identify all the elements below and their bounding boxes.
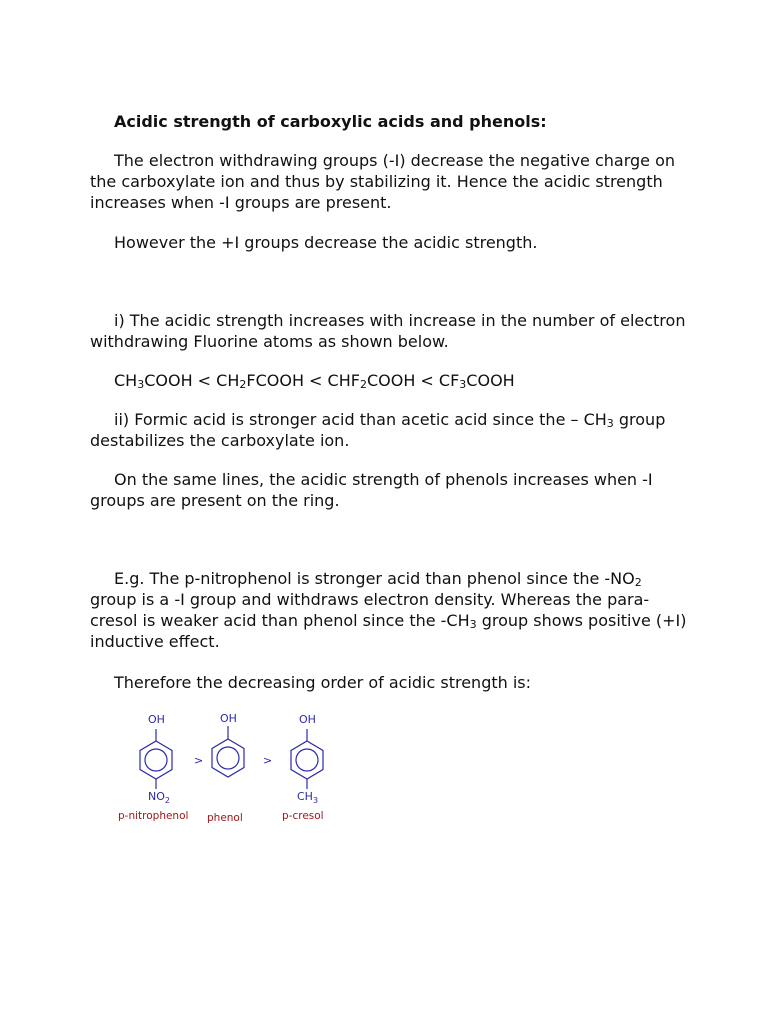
greater-than-sign: > (263, 754, 273, 767)
phenol-structure (212, 726, 244, 777)
paragraph-electron-withdrawing: The electron withdrawing groups (-I) decrease the negative charge on the carboxylate ion and thus by stabilizing it. Hence the acidic strength increases when -I groups are present. (90, 151, 676, 212)
less-than-sign: < (303, 371, 328, 390)
p-nitrophenol-structure (140, 729, 172, 789)
less-than-sign: < (415, 371, 439, 390)
section-title: Acidic strength of carboxylic acids and phenols: (114, 112, 547, 131)
p-nitrophenol-label: p-nitrophenol (118, 810, 189, 822)
paragraph-fluorine-atoms: i) The acidic strength increases with increase in the number of electron withdrawing Fluorine atoms as shown below. (90, 311, 686, 351)
nitro-group-label: $NO_2$ (148, 790, 170, 805)
ch2fcooh-formula: $CH_2FCOOH$ (216, 371, 304, 391)
p-cresol-structure (291, 729, 323, 789)
cf3cooh-formula: $CF_3COOH$ (438, 371, 515, 391)
chf2cooh-formula: $CHF_2COOH$ (327, 371, 416, 391)
hydroxyl-label: OH (148, 713, 165, 726)
acidity-order-scheme (110, 705, 350, 835)
hydroxyl-label: OH (220, 712, 237, 725)
methyl-group-label: $CH_3$ (297, 790, 319, 805)
fluoro-acid-order (90, 370, 690, 391)
paragraph-phenols: On the same lines, the acidic strength of phenols increases when -I groups are present on the ring. (90, 470, 653, 510)
paragraph-nitrophenol-cresol: E.g. The p-nitrophenol is stronger acid than phenol since the $-NO_2$ group is a -I group and withdraws electron density. Whereas the para-cresol is weaker acid than phenol since the $-CH_3$ group shows positive (+I) inductive effect. (90, 569, 687, 651)
paragraph-formic-acid: ii) Formic acid is stronger acid than acetic acid since the – $CH_3$ group destabilizes the carboxylate ion. (90, 410, 666, 450)
p-cresol-label: p-cresol (282, 810, 324, 822)
hydroxyl-label: OH (299, 713, 316, 726)
ch3cooh-formula: $CH_3COOH$ (114, 371, 193, 391)
less-than-sign: < (192, 371, 217, 390)
phenol-label: phenol (207, 812, 243, 824)
paragraph-decreasing-order: Therefore the decreasing order of acidic strength is: (114, 673, 532, 692)
greater-than-sign: > (194, 754, 204, 767)
paragraph-plus-i-groups: However the +I groups decrease the acidic strength. (114, 233, 538, 252)
